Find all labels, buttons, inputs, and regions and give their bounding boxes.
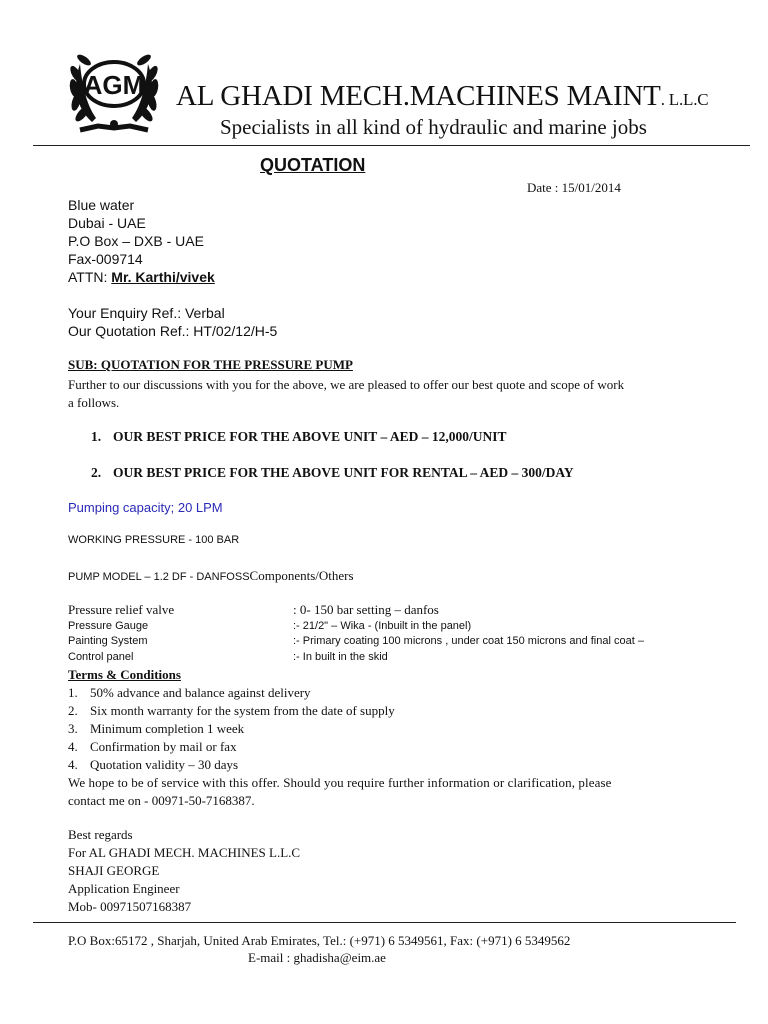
spec-value: :- Primary coating 100 microns , under coat 150 microns and final coat –: [293, 635, 644, 647]
signature-line: SHAJI GEORGE: [68, 863, 160, 878]
recipient-line: Fax-009714: [68, 251, 143, 267]
signature-line: For AL GHADI MECH. MACHINES L.L.C: [68, 845, 301, 860]
recipient-block: [68, 196, 215, 286]
spec-label: Pressure relief valve: [68, 602, 175, 617]
terms-list: [68, 684, 395, 774]
pumping-capacity: Pumping capacity; 20 LPM: [68, 500, 223, 515]
attention-line: ATTN: Mr. Karthi/vivek: [68, 269, 215, 285]
pump-model: PUMP MODEL – 1.2 DF - DANFOSS: [68, 571, 250, 583]
references-block: [68, 304, 277, 340]
signature-block: [68, 826, 300, 916]
price-item-unit: 1. OUR BEST PRICE FOR THE ABOVE UNIT – AED – 12,000/UNIT: [91, 429, 507, 444]
intro-line-2: a follows.: [68, 395, 120, 410]
company-name: AL GHADI MECH.MACHINES MAINT. L.L.C: [176, 80, 709, 112]
company-suffix: . L.L.C: [660, 90, 709, 109]
header-divider: [33, 145, 750, 146]
pump-model-line: [68, 567, 354, 585]
intro-line-1: Further to our discussions with you for the above, we are pleased to offer our best quote and scope of work: [68, 377, 625, 392]
recipient-line: Blue water: [68, 197, 135, 213]
quotation-ref: Our Quotation Ref.: HT/02/12/H-5: [68, 323, 278, 339]
company-logo: [62, 38, 166, 138]
spec-value: :- 21/2" – Wika - (Inbuilt in the panel): [293, 620, 472, 632]
terms-item: 4. Confirmation by mail or fax: [68, 739, 237, 754]
document-title: QUOTATION: [260, 155, 366, 175]
footer-divider: [33, 922, 736, 923]
spec-label: Pressure Gauge: [68, 620, 149, 632]
closing-line-2: contact me on - 00971-50-7168387.: [68, 793, 255, 808]
footer-email: E-mail : ghadisha@eim.ae: [248, 950, 386, 965]
spec-label: Control panel: [68, 651, 134, 663]
working-pressure: WORKING PRESSURE - 100 BAR: [68, 534, 240, 546]
terms-item: 4. Quotation validity – 30 days: [68, 757, 239, 772]
terms-item: 2. Six month warranty for the system from the date of supply: [68, 703, 395, 718]
spec-value: : 0- 150 bar setting – danfos: [293, 602, 439, 617]
terms-item: 1. 50% advance and balance against delivery: [68, 685, 311, 700]
price-item-rental: 2. OUR BEST PRICE FOR THE ABOVE UNIT FOR RENTAL – AED – 300/DAY: [91, 465, 574, 480]
footer-address: P.O Box:65172 , Sharjah, United Arab Emirates, Tel.: (+971) 6 5349561, Fax: (+971) 6 5349562: [68, 933, 571, 948]
enquiry-ref: Your Enquiry Ref.: Verbal: [68, 305, 225, 321]
svg-text:AGM: AGM: [83, 70, 145, 100]
subject-line: SUB: QUOTATION FOR THE PRESSURE PUMP: [68, 357, 353, 372]
spec-label: Painting System: [68, 635, 148, 647]
signature-line: Mob- 00971507168387: [68, 899, 192, 914]
closing-line-1: We hope to be of service with this offer. Should you require further information or clarification, please: [68, 775, 612, 790]
quotation-date: Date : 15/01/2014: [527, 180, 621, 195]
terms-title: Terms & Conditions: [68, 667, 181, 682]
signature-line: Application Engineer: [68, 881, 180, 896]
terms-item: 3. Minimum completion 1 week: [68, 721, 245, 736]
attention-name: Mr. Karthi/vivek: [111, 269, 215, 285]
recipient-line: P.O Box – DXB - UAE: [68, 233, 204, 249]
components-title: Components/Others: [249, 568, 354, 583]
recipient-line: Dubai - UAE: [68, 215, 146, 231]
signature-line: Best regards: [68, 827, 133, 842]
spec-value: :- In built in the skid: [293, 651, 388, 663]
company-tagline: Specialists in all kind of hydraulic and marine jobs: [220, 115, 647, 139]
